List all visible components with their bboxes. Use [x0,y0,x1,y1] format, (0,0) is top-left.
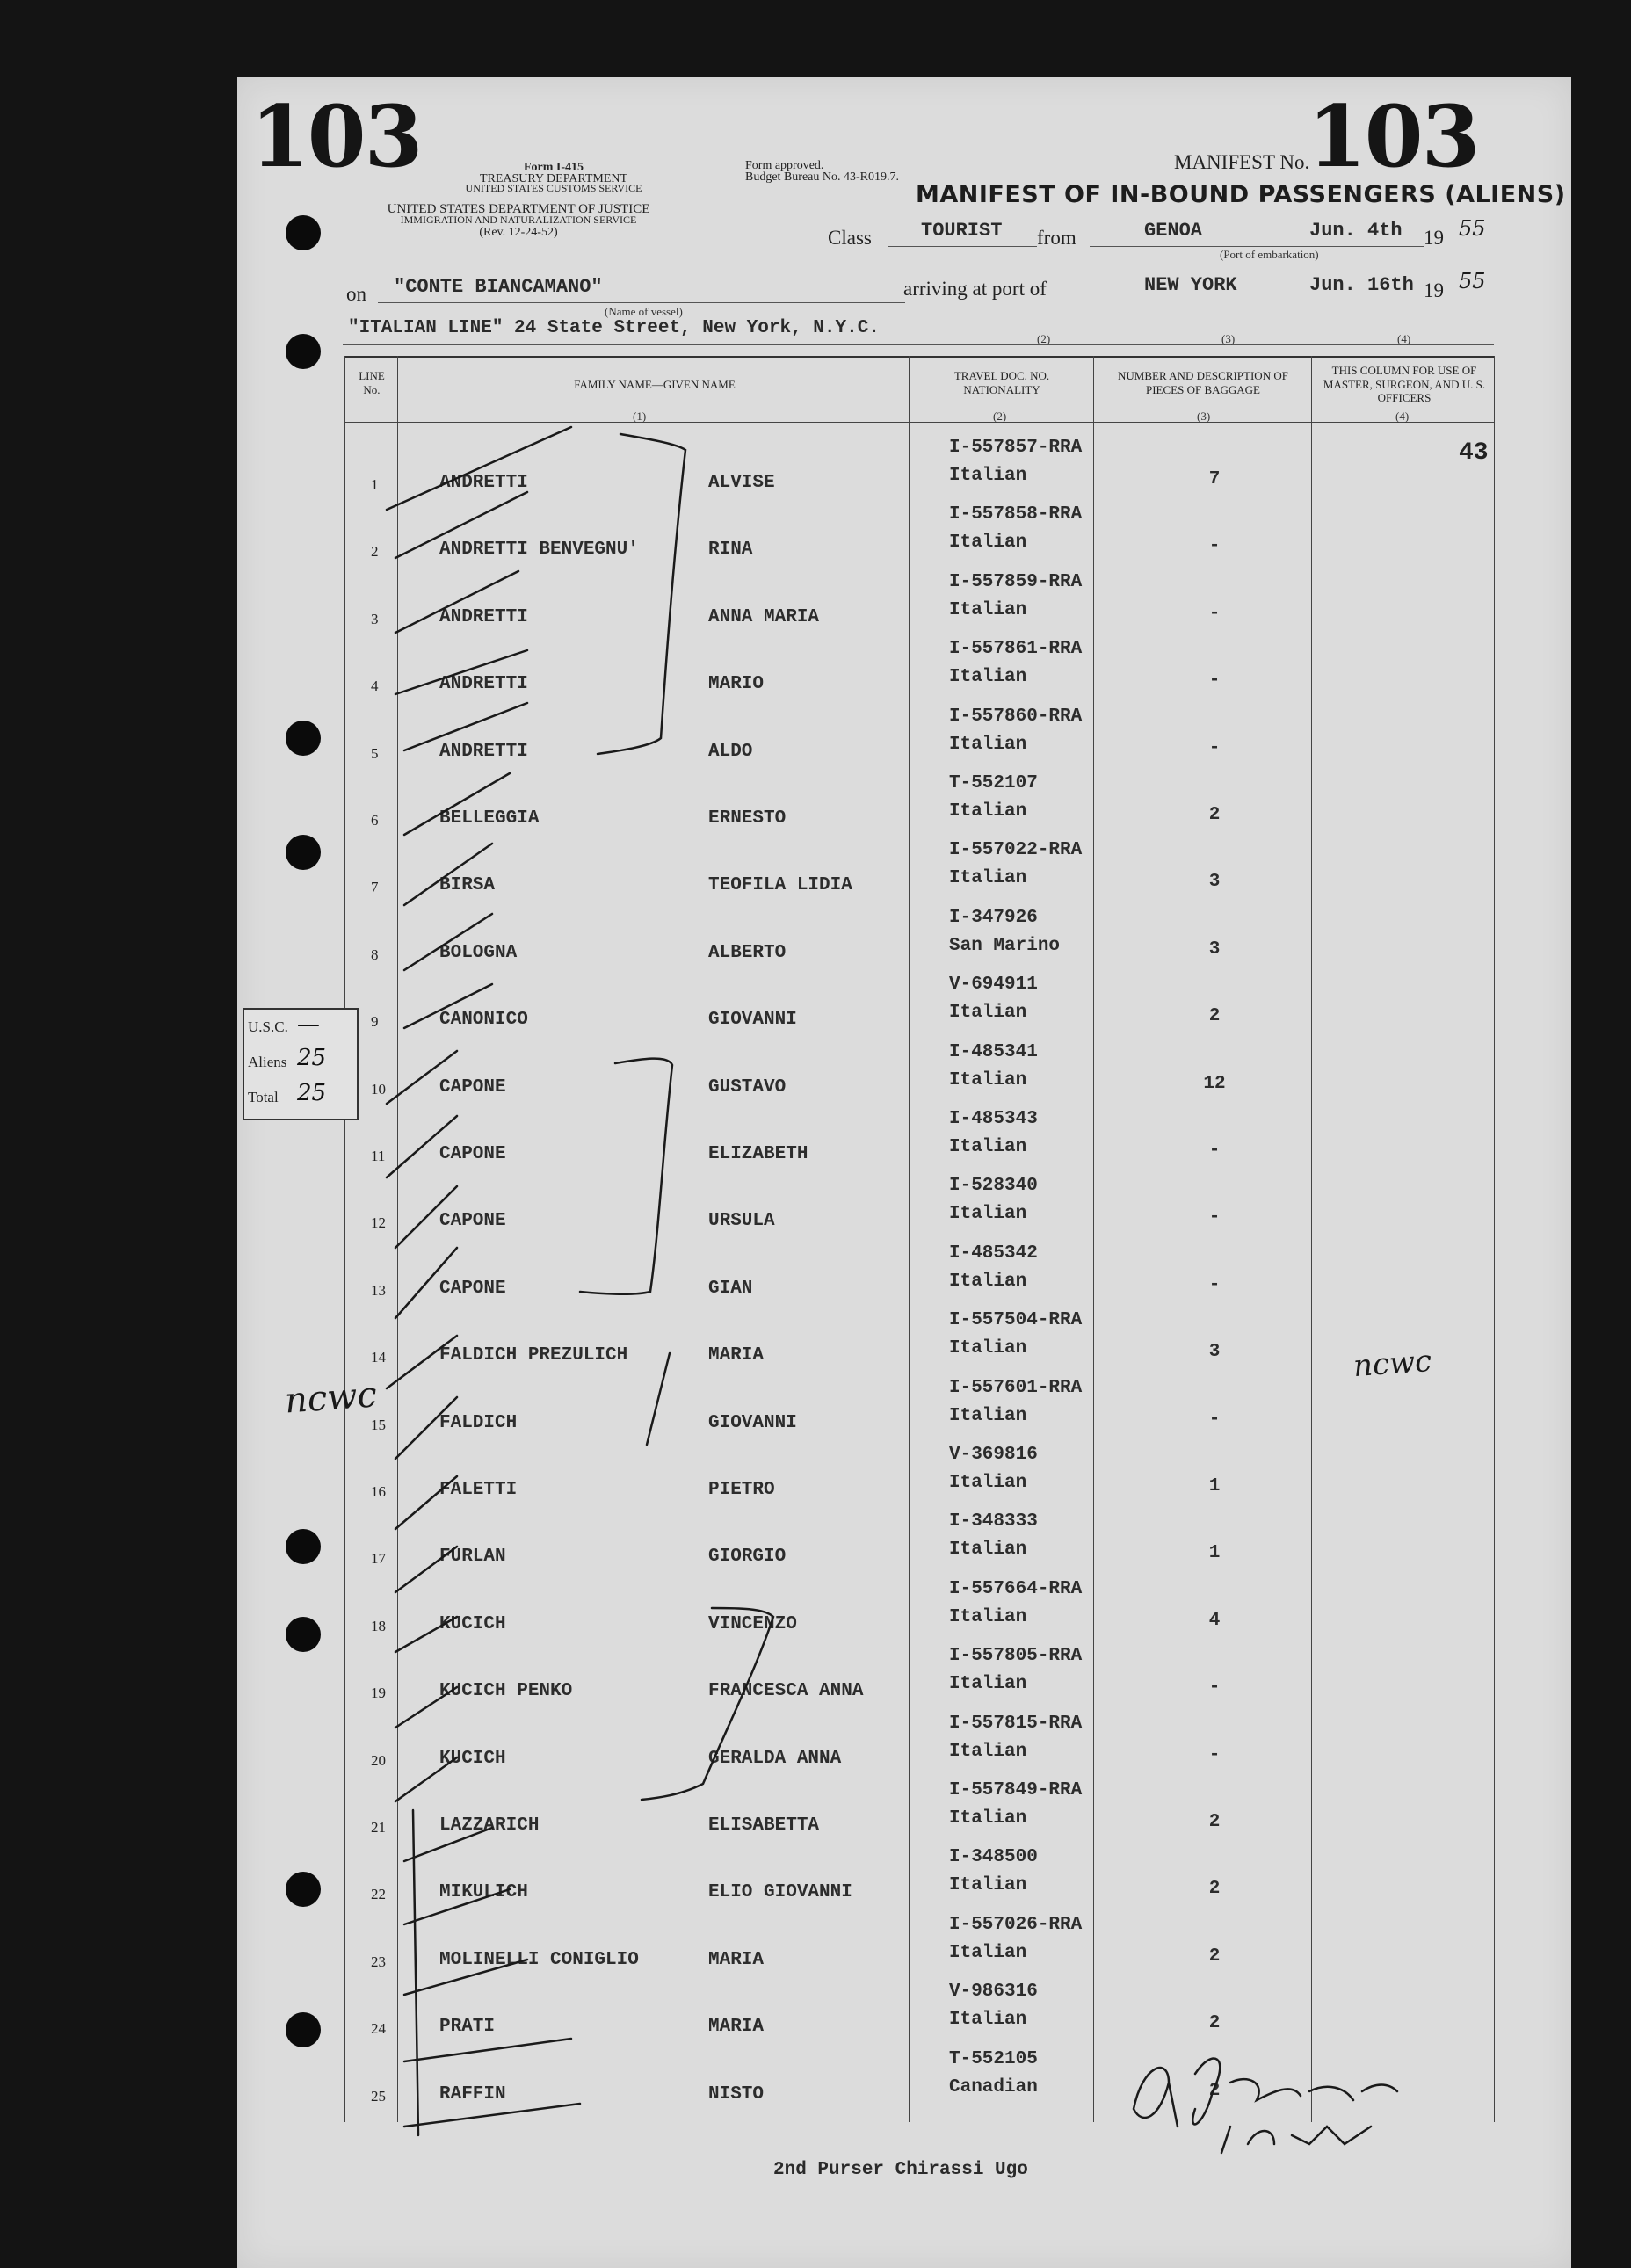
line-number: 8 [371,946,379,963]
on-label: on [346,283,366,305]
nationality: Italian [949,1606,1027,1627]
from-label: from [1037,227,1076,249]
nationality: Italian [949,1875,1027,1896]
line-number: 10 [371,1080,386,1098]
baggage-count: 1 [1208,1543,1221,1564]
baggage-count: 2 [1208,1812,1221,1832]
baggage-count: - [1208,536,1221,557]
nationality: Italian [949,2010,1027,2031]
travel-doc-number: I-348333 [949,1511,1038,1533]
family-name: ANDRETTI [439,606,528,627]
page-number-left: 103 [250,87,422,186]
customs-service: UNITED STATES CUSTOMS SERVICE [465,182,642,194]
nationality: Italian [949,1338,1027,1359]
baggage-count: 2 [1208,805,1221,825]
form-revision: (Rev. 12-24-52) [479,226,558,239]
travel-doc-number: I-557504-RRA [949,1310,1083,1331]
nationality: Italian [949,868,1027,889]
baggage-count: 2 [1208,1006,1221,1027]
baggage-count: - [1208,1744,1221,1765]
line-number: 9 [371,1013,379,1031]
tally-value-total: 25 [297,1080,327,1106]
form-number: Form I-415 [523,161,584,174]
family-name: FALETTI [439,1480,518,1500]
family-name: CAPONE [439,1211,506,1232]
nationality: San Marino [949,935,1061,956]
tally-label-total: Total [248,1089,279,1105]
family-name: LAZZARICH [439,1815,540,1836]
nationality: Italian [949,1003,1027,1024]
nationality: Italian [949,533,1027,554]
vessel-name: "CONTE BIANCAMANO" [394,276,603,298]
col-header-baggage: NUMBER AND DESCRIPTION OF PIECES OF BAGGAGE [1118,369,1288,396]
travel-doc-number: I-557858-RRA [949,504,1083,525]
line-number: 23 [371,1953,386,1970]
travel-doc-number: I-557860-RRA [949,706,1083,727]
travel-doc-number: I-485341 [949,1041,1038,1062]
given-name: NISTO [708,2083,765,2105]
nationality: Italian [949,466,1027,486]
baggage-count: - [1208,603,1221,624]
line-number: 3 [371,610,379,627]
col-num-2: (3) [1221,332,1236,345]
family-name: ANDRETTI [439,741,528,762]
year-prefix-2: 19 [1424,279,1444,301]
baggage-count: 3 [1208,1342,1221,1363]
nationality: Italian [949,1405,1027,1426]
line-number: 25 [371,2087,386,2105]
nationality: Italian [949,1473,1027,1493]
travel-doc-number: I-557022-RRA [949,840,1083,861]
line-number: 21 [371,1819,386,1836]
baggage-count: 2 [1208,1879,1221,1900]
baggage-count: - [1208,737,1221,758]
given-name: RINA [708,540,753,561]
manifest-title: MANIFEST OF IN-BOUND PASSENGERS (ALIENS) [916,181,1566,208]
family-name: RAFFIN [439,2083,506,2105]
agent-address: "ITALIAN LINE" 24 State Street, New York, N.Y.C. [348,318,880,338]
arrival-year: 55 [1459,269,1486,293]
form-approved: Form approved. [745,159,824,172]
col-num-h4: (4) [1395,409,1410,423]
given-name: GIAN [708,1278,753,1299]
travel-doc-number: I-557805-RRA [949,1646,1083,1667]
tally-value-aliens: 25 [297,1045,327,1071]
travel-doc-number: V-694911 [949,975,1038,996]
line-number: 7 [371,879,379,896]
col-header-officers: THIS COLUMN FOR USE OF MASTER, SURGEON, AND U. S. OFFICERS [1323,364,1486,405]
given-name: GIOVANNI [708,1010,797,1031]
nationality: Italian [949,1271,1027,1292]
nationality: Italian [949,734,1027,755]
baggage-count: - [1208,1274,1221,1295]
treasury-dept: TREASURY DEPARTMENT [479,172,628,185]
year-prefix: 19 [1424,227,1444,249]
nationality: Italian [949,599,1027,620]
baggage-count: 3 [1208,938,1221,960]
col-num-1: (2) [1037,332,1051,345]
travel-doc-number: I-528340 [949,1176,1038,1197]
family-name: BIRSA [439,875,496,896]
travel-doc-number: I-557601-RRA [949,1377,1083,1398]
col-header-doc: TRAVEL DOC. NO. NATIONALITY [953,369,1050,396]
nationality: Italian [949,1204,1027,1225]
baggage-count: - [1208,1677,1221,1699]
family-name: PRATI [439,2017,496,2038]
given-name: ANNA MARIA [708,606,820,627]
given-name: TEOFILA LIDIA [708,875,852,896]
travel-doc-number: T-552105 [949,2048,1038,2069]
given-name: ALVISE [708,473,775,493]
family-name: FALDICH PREZULICH [439,1345,628,1366]
travel-doc-number: I-557664-RRA [949,1578,1083,1599]
given-name: GUSTAVO [708,1076,787,1098]
given-name: GIORGIO [708,1547,787,1568]
line-number: 12 [371,1214,386,1232]
line-number: 19 [371,1685,386,1702]
baggage-count: - [1208,1409,1221,1430]
family-name: CAPONE [439,1144,506,1164]
justice-dept: UNITED STATES DEPARTMENT OF JUSTICE [387,202,650,216]
port-of-embarkation: GENOA [1144,220,1203,242]
line-number: 24 [371,2020,386,2038]
col-header-name: FAMILY NAME—GIVEN NAME [574,378,736,391]
travel-doc-number: V-986316 [949,1982,1038,2003]
manifest-no-label: MANIFEST No. [1174,151,1310,173]
baggage-count: 2 [1208,2080,1221,2101]
travel-doc-number: I-347926 [949,907,1038,928]
nationality: Italian [949,1942,1027,1963]
travel-doc-number: I-557815-RRA [949,1713,1083,1734]
line-number: 17 [371,1550,386,1568]
line-number: 20 [371,1751,386,1769]
family-name: BELLEGGIA [439,808,540,829]
family-name: FALDICH [439,1412,518,1433]
handwritten-note-right: ncwc [1352,1343,1433,1385]
line-number: 4 [371,678,379,695]
col-num-h2: (2) [993,409,1007,423]
given-name: ELISABETTA [708,1815,820,1836]
given-name: ELIZABETH [708,1144,808,1164]
col-num-3: (4) [1397,332,1411,345]
line-number: 22 [371,1886,386,1903]
class-value: TOURIST [921,220,1003,242]
embarkation-date: Jun. 4th [1309,220,1403,242]
travel-doc-number: I-485342 [949,1243,1038,1264]
travel-doc-number: I-557861-RRA [949,639,1083,660]
nationality: Italian [949,801,1027,822]
given-name: ERNESTO [708,808,787,829]
given-name: ALBERTO [708,942,787,963]
line-number: 1 [371,476,379,493]
nationality: Italian [949,1540,1027,1561]
travel-doc-number: T-552107 [949,773,1038,793]
nationality: Canadian [949,2076,1038,2098]
family-name: KUCICH [439,1748,506,1769]
class-label: Class [828,227,872,249]
tally-label-usc: U.S.C. [248,1018,288,1035]
footer-purser: 2nd Purser Chirassi Ugo [773,2160,1028,2180]
tally-label-aliens: Aliens [248,1054,287,1070]
budget-bureau: Budget Bureau No. 43-R019.7. [745,170,899,184]
col-header-line: LINE No. [359,369,385,396]
family-name: FURLAN [439,1547,506,1568]
given-name: MARIO [708,674,765,695]
family-name: CANONICO [439,1010,528,1031]
travel-doc-number: I-557026-RRA [949,1914,1083,1935]
line-number: 5 [371,744,379,762]
family-name: BOLOGNA [439,942,518,963]
manifest-number: 103 [1308,87,1479,186]
arrival-date: Jun. 16th [1309,274,1414,296]
nationality: Italian [949,1137,1027,1157]
given-name: ELIO GIOVANNI [708,1882,852,1903]
port-of-arrival: NEW YORK [1144,274,1237,296]
family-name: MOLINELLI CONIGLIO [439,1949,639,1970]
family-name: CAPONE [439,1076,506,1098]
line-number: 6 [371,812,379,829]
travel-doc-number: I-557859-RRA [949,571,1083,592]
given-name: MARIA [708,1949,765,1970]
family-name: ANDRETTI [439,674,528,695]
officer-note: 43 [1459,439,1489,467]
tally-value-usc: — [297,1011,320,1038]
line-number: 18 [371,1617,386,1634]
nationality: Italian [949,667,1027,688]
family-name: ANDRETTI [439,473,528,493]
baggage-count: - [1208,1141,1221,1161]
baggage-count: - [1208,1207,1221,1228]
given-name: GIOVANNI [708,1412,797,1433]
arriving-label: arriving at port of [903,278,1047,300]
given-name: URSULA [708,1211,775,1232]
ins-service: IMMIGRATION AND NATURALIZATION SERVICE [400,214,637,226]
baggage-count: 12 [1203,1073,1226,1094]
given-name: FRANCESCA ANNA [708,1681,864,1702]
given-name: ALDO [708,741,753,762]
col-num-h3: (3) [1197,409,1211,423]
travel-doc-number: I-485343 [949,1109,1038,1129]
family-name: KUCICH [439,1613,506,1634]
col-num-h1: (1) [633,409,647,423]
embark-caption: (Port of embarkation) [1220,248,1319,261]
travel-doc-number: I-348500 [949,1847,1038,1868]
line-number: 16 [371,1483,386,1500]
line-number: 13 [371,1281,386,1299]
nationality: Italian [949,1741,1027,1762]
baggage-count: 3 [1208,872,1221,893]
vessel-caption: (Name of vessel) [605,305,683,318]
nationality: Italian [949,1808,1027,1829]
line-number: 14 [371,1349,386,1366]
travel-doc-number: V-369816 [949,1445,1038,1465]
family-name: ANDRETTI BENVEGNU' [439,540,639,561]
baggage-count: 7 [1208,469,1221,489]
line-number: 15 [371,1416,386,1433]
given-name: PIETRO [708,1480,775,1500]
travel-doc-number: I-557849-RRA [949,1780,1083,1801]
family-name: MIKULICH [439,1882,528,1903]
baggage-count: - [1208,670,1221,692]
given-name: MARIA [708,2017,765,2038]
handwritten-note-left: ncwc [283,1374,379,1422]
line-number: 11 [371,1148,386,1164]
baggage-count: 2 [1208,2013,1221,2034]
line-number: 2 [371,543,379,561]
baggage-count: 2 [1208,1946,1221,1967]
given-name: MARIA [708,1345,765,1366]
family-name: CAPONE [439,1278,506,1299]
baggage-count: 4 [1208,1610,1221,1631]
nationality: Italian [949,1674,1027,1695]
embark-year: 55 [1459,216,1486,241]
family-name: KUCICH PENKO [439,1681,573,1702]
given-name: GERALDA ANNA [708,1748,842,1769]
nationality: Italian [949,1069,1027,1091]
given-name: VINCENZO [708,1613,797,1634]
baggage-count: 1 [1208,1476,1221,1496]
travel-doc-number: I-557857-RRA [949,438,1083,458]
